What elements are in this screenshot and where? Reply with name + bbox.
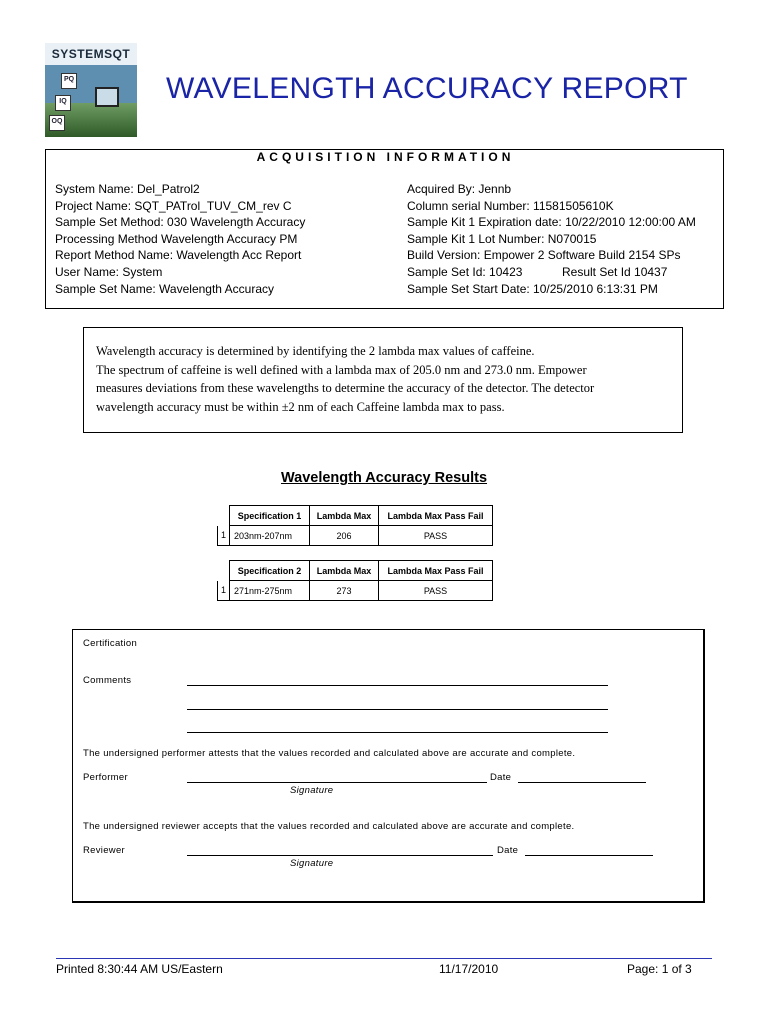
column-header: Specification 1	[230, 506, 310, 526]
row-index: 1	[218, 581, 230, 601]
processing-method: Processing Method Wavelength Accuracy PM	[55, 231, 298, 246]
logo-doc-iq: IQ	[55, 95, 71, 111]
sample-set-name: Sample Set Name: Wavelength Accuracy	[55, 281, 274, 296]
performer-statement: The undersigned performer attests that the values recorded and calculated above are accurate and complete.	[83, 748, 576, 759]
column-header: Specification 2	[230, 561, 310, 581]
acquisition-box	[45, 149, 724, 309]
logo-brand-text: SYSTEMSQT	[45, 43, 137, 65]
footer-page: Page: 1 of 3	[627, 962, 692, 976]
description-line: measures deviations from these wavelengths to determine the accuracy of the detector. The detector	[96, 381, 595, 395]
sample-set-method: Sample Set Method: 030 Wavelength Accuracy	[55, 215, 306, 230]
reviewer-label: Reviewer	[83, 845, 125, 856]
row-index: 1	[218, 526, 230, 546]
comments-line[interactable]	[187, 709, 608, 710]
sample-kit-expiration: Sample Kit 1 Expiration date: 10/22/2010 12:00:00 AM	[407, 215, 696, 230]
performer-signature-line[interactable]	[187, 782, 487, 783]
systemsqt-logo	[45, 43, 137, 137]
report-method-name: Report Method Name: Wavelength Acc Report	[55, 248, 302, 263]
table-header-row	[218, 506, 493, 526]
sample-kit-lot-number: Sample Kit 1 Lot Number: N070015	[407, 231, 597, 246]
comments-line[interactable]	[187, 685, 608, 686]
build-version: Build Version: Empower 2 Software Build 2154 SPs	[407, 248, 681, 263]
report-title: WAVELENGTH ACCURACY REPORT	[166, 72, 688, 105]
results-table-1	[217, 505, 493, 546]
acquisition-left-column	[55, 181, 305, 297]
comments-label: Comments	[83, 675, 132, 686]
comments-line[interactable]	[187, 732, 608, 733]
reviewer-signature-caption: Signature	[290, 858, 334, 869]
table-row	[218, 526, 493, 546]
method-description-box	[83, 327, 683, 433]
sample-set-id-row	[407, 264, 696, 281]
column-header: Lambda Max	[310, 506, 379, 526]
logo-monitor-icon	[95, 87, 119, 107]
description-line: wavelength accuracy must be within ±2 nm of each Caffeine lambda max to pass.	[96, 399, 505, 414]
reviewer-date-label: Date	[497, 845, 519, 856]
acquired-by: Acquired By: Jennb	[407, 182, 512, 196]
sample-set-id: Sample Set Id: 10423	[407, 264, 523, 279]
acquisition-heading: ACQUISITION INFORMATION	[256, 150, 515, 164]
footer-printed: Printed 8:30:44 AM US/Eastern	[56, 962, 223, 976]
spec-cell: 271nm-275nm	[230, 581, 310, 601]
performer-label: Performer	[83, 772, 128, 783]
pass-fail-cell: PASS	[379, 526, 493, 546]
column-header: Lambda Max Pass Fail	[379, 506, 493, 526]
footer-date: 11/17/2010	[439, 962, 499, 976]
lambda-max-cell: 273	[310, 581, 379, 601]
result-set-id: Result Set Id 10437	[562, 264, 668, 279]
table-header-row	[218, 561, 493, 581]
sample-set-start-date: Sample Set Start Date: 10/25/2010 6:13:31 PM	[407, 281, 658, 296]
performer-date-label: Date	[490, 772, 512, 783]
table-row	[218, 581, 493, 601]
column-serial-number: Column serial Number: 11581505610K	[407, 198, 614, 213]
system-name: System Name: Del_Patrol2	[55, 182, 200, 196]
results-table-2	[217, 560, 493, 601]
description-line: The spectrum of caffeine is well defined with a lambda max of 205.0 nm and 273.0 nm. Empower	[96, 362, 587, 377]
description-line: Wavelength accuracy is determined by identifying the 2 lambda max values of caffeine.	[96, 344, 535, 358]
reviewer-statement: The undersigned reviewer accepts that the values recorded and calculated above are accurate and complete.	[83, 821, 575, 832]
user-name: User Name: System	[55, 264, 163, 279]
certification-heading: Certification	[83, 638, 138, 649]
certification-box	[72, 629, 705, 903]
performer-date-line[interactable]	[518, 782, 646, 783]
column-header: Lambda Max	[310, 561, 379, 581]
logo-doc-pq: PQ	[61, 73, 77, 89]
performer-signature-caption: Signature	[290, 785, 334, 796]
reviewer-signature-line[interactable]	[187, 855, 493, 856]
pass-fail-cell: PASS	[379, 581, 493, 601]
logo-doc-oq: OQ	[49, 115, 65, 131]
lambda-max-cell: 206	[310, 526, 379, 546]
footer-rule	[56, 958, 712, 959]
reviewer-date-line[interactable]	[525, 855, 653, 856]
project-name: Project Name: SQT_PATrol_TUV_CM_rev C	[55, 198, 292, 213]
column-header: Lambda Max Pass Fail	[379, 561, 493, 581]
results-title: Wavelength Accuracy Results	[280, 470, 488, 486]
acquisition-right-column	[407, 181, 696, 297]
spec-cell: 203nm-207nm	[230, 526, 310, 546]
